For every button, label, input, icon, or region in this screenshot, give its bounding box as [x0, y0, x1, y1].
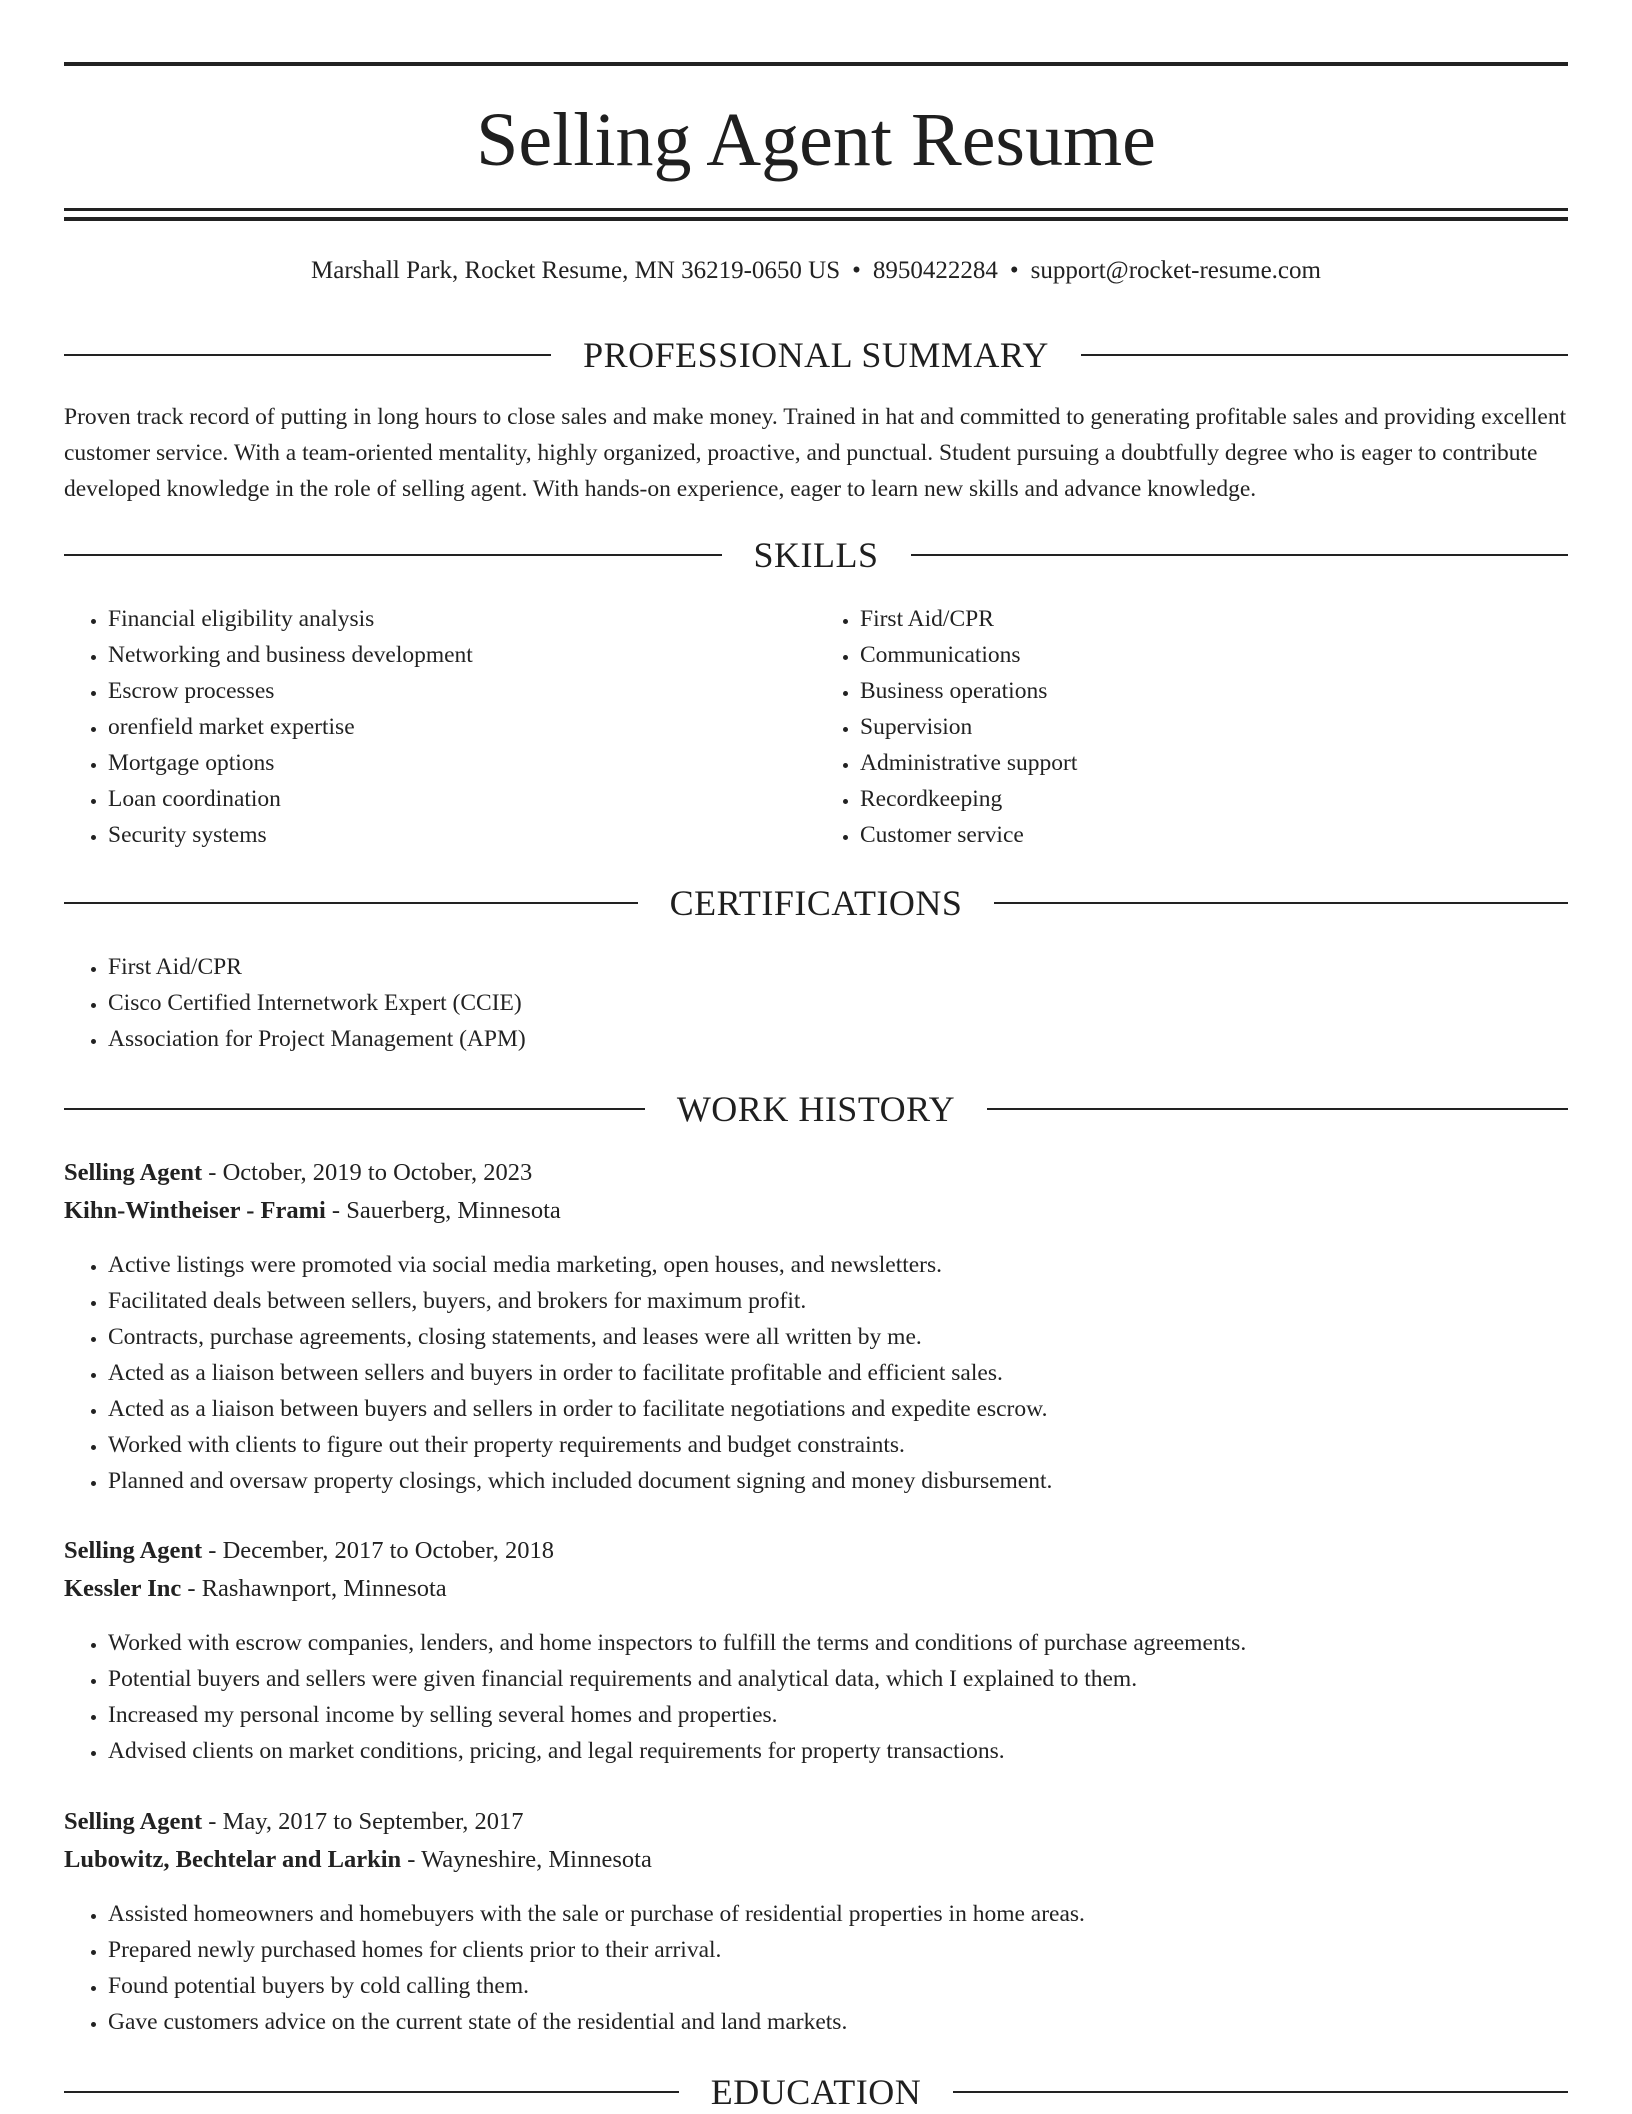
job-bullet: • Assisted homeowners and homebuyers with the sale or purchase of residential properties in home areas. — [108, 1896, 1568, 1932]
job-bullet: • Advised clients on market conditions, pricing, and legal requirements for property transactions. — [108, 1733, 1568, 1769]
job-bullet: • Acted as a liaison between buyers and sellers in order to facilitate negotiations and expedite escrow. — [108, 1391, 1568, 1427]
job-bullet: • Potential buyers and sellers were given financial requirements and analytical data, which I explained to them. — [108, 1661, 1568, 1697]
certifications-body — [64, 949, 1568, 1057]
section-heading — [64, 333, 1568, 377]
resume-title: Selling Agent Resume — [476, 98, 1156, 182]
section-title-certifications: CERTIFICATIONS — [669, 883, 963, 923]
certification-item: • First Aid/CPR — [108, 949, 1568, 985]
job-bullet: • Planned and oversaw property closings, which included document signing and money disbursement. — [108, 1463, 1568, 1499]
job-bullet: • Increased my personal income by selling several homes and properties. — [108, 1697, 1568, 1733]
job-dates: - May, 2017 to September, 2017 — [202, 1808, 524, 1835]
skill-item: • Recordkeeping — [860, 781, 1568, 817]
section-heading — [64, 533, 1568, 577]
skills-columns — [64, 601, 1568, 853]
skills-list-right — [816, 601, 1568, 853]
section-heading — [64, 881, 1568, 925]
job-entry — [64, 1803, 1568, 1879]
job-title: Selling Agent — [64, 1537, 203, 1564]
contact-line — [64, 254, 1568, 288]
job-dates: - October, 2019 to October, 2023 — [202, 1159, 533, 1186]
job-bullets — [64, 1625, 1568, 1769]
job-location: - Rashawnport, Minnesota — [181, 1575, 447, 1602]
job-bullet-list — [64, 1247, 1568, 1499]
divider — [911, 554, 1569, 556]
divider — [64, 354, 551, 356]
contact-separator: • — [852, 257, 861, 284]
divider — [987, 1108, 1568, 1110]
job-bullet: • Worked with clients to figure out their property requirements and budget constraints. — [108, 1427, 1568, 1463]
job-bullet: • Contracts, purchase agreements, closing statements, and leases were all written by me. — [108, 1319, 1568, 1355]
education-section — [64, 2070, 1568, 2114]
job-entry — [64, 1532, 1568, 1608]
section-heading — [64, 1087, 1568, 1131]
job-company-line — [64, 1570, 1568, 1608]
title-double-rule — [64, 208, 1568, 221]
job-company: Kessler Inc — [64, 1575, 182, 1602]
summary-body — [64, 399, 1568, 507]
summary-text: Proven track record of putting in long hours to close sales and make money. Trained in hat and committed to generating profitable sales and providing excellent customer service. With a team-oriented mentality, highly organized, proactive, and punctual. Student pursuing a doubtfully degree who is eager to contribute developed knowledge in the role of selling agent. With hands-on experience, eager to learn new skills and advance knowledge. — [64, 404, 1567, 502]
skill-item: • orenfield market expertise — [108, 709, 816, 745]
divider — [1081, 354, 1568, 356]
certification-item: • Association for Project Management (APM) — [108, 1021, 1568, 1057]
job-bullet: • Gave customers advice on the current state of the residential and land markets. — [108, 2004, 1568, 2040]
job-title-line — [64, 1532, 1568, 1570]
skills-section — [64, 533, 1568, 577]
job-bullet-list — [64, 1625, 1568, 1769]
job-bullet: • Worked with escrow companies, lenders, and home inspectors to fulfill the terms and conditions of purchase agreements. — [108, 1625, 1568, 1661]
skill-item: • Communications — [860, 637, 1568, 673]
job-location: - Wayneshire, Minnesota — [401, 1846, 652, 1873]
job-company: Lubowitz, Bechtelar and Larkin — [64, 1846, 402, 1873]
skill-item: • Escrow processes — [108, 673, 816, 709]
skill-item: • Security systems — [108, 817, 816, 853]
job-bullets — [64, 1247, 1568, 1499]
skills-list-left — [64, 601, 816, 853]
job-bullet: • Prepared newly purchased homes for clients prior to their arrival. — [108, 1932, 1568, 1968]
contact-phone: 8950422284 — [872, 257, 998, 284]
skill-item: • Business operations — [860, 673, 1568, 709]
section-heading — [64, 2070, 1568, 2114]
divider — [64, 1108, 645, 1110]
skill-item: • Financial eligibility analysis — [108, 601, 816, 637]
certification-item: • Cisco Certified Internetwork Expert (CCIE) — [108, 985, 1568, 1021]
skill-item: • First Aid/CPR — [860, 601, 1568, 637]
job-bullet: • Found potential buyers by cold calling them. — [108, 1968, 1568, 2004]
job-company: Kihn-Wintheiser - Frami — [64, 1197, 326, 1224]
skill-item: • Customer service — [860, 817, 1568, 853]
contact-address: Marshall Park, Rocket Resume, MN 36219-0650 US — [311, 257, 841, 284]
job-bullet-list — [64, 1896, 1568, 2040]
job-title: Selling Agent — [64, 1808, 203, 1835]
job-location: - Sauerberg, Minnesota — [325, 1197, 561, 1224]
job-title-line — [64, 1154, 1568, 1192]
skill-item: • Mortgage options — [108, 745, 816, 781]
skill-item: • Loan coordination — [108, 781, 816, 817]
contact-email[interactable]: support@rocket-resume.com — [1030, 257, 1321, 284]
skill-item: • Supervision — [860, 709, 1568, 745]
contact-separator: • — [1009, 257, 1019, 284]
top-rule — [64, 62, 1568, 66]
summary-section — [64, 333, 1568, 377]
section-title-education: EDUCATION — [710, 2072, 922, 2112]
job-title-line — [64, 1803, 1568, 1841]
certifications-list — [64, 949, 1568, 1057]
section-title-skills: SKILLS — [753, 535, 879, 575]
job-company-line — [64, 1841, 1568, 1879]
skill-item: • Networking and business development — [108, 637, 816, 673]
divider — [994, 902, 1568, 904]
job-dates: - December, 2017 to October, 2018 — [202, 1537, 554, 1564]
job-bullets — [64, 1896, 1568, 2040]
section-title-summary: PROFESSIONAL SUMMARY — [583, 335, 1049, 375]
work-section — [64, 1087, 1568, 1131]
job-title: Selling Agent — [64, 1159, 203, 1186]
divider — [953, 2091, 1568, 2093]
certifications-section — [64, 881, 1568, 925]
job-bullet: • Acted as a liaison between sellers and buyers in order to facilitate profitable and efficient sales. — [108, 1355, 1568, 1391]
divider — [64, 902, 638, 904]
job-entry — [64, 1154, 1568, 1230]
divider — [64, 2091, 679, 2093]
job-bullet: • Active listings were promoted via social media marketing, open houses, and newsletters. — [108, 1247, 1568, 1283]
skill-item: • Administrative support — [860, 745, 1568, 781]
job-company-line — [64, 1192, 1568, 1230]
section-title-work: WORK HISTORY — [676, 1089, 956, 1129]
divider — [64, 554, 722, 556]
job-bullet: • Facilitated deals between sellers, buyers, and brokers for maximum profit. — [108, 1283, 1568, 1319]
